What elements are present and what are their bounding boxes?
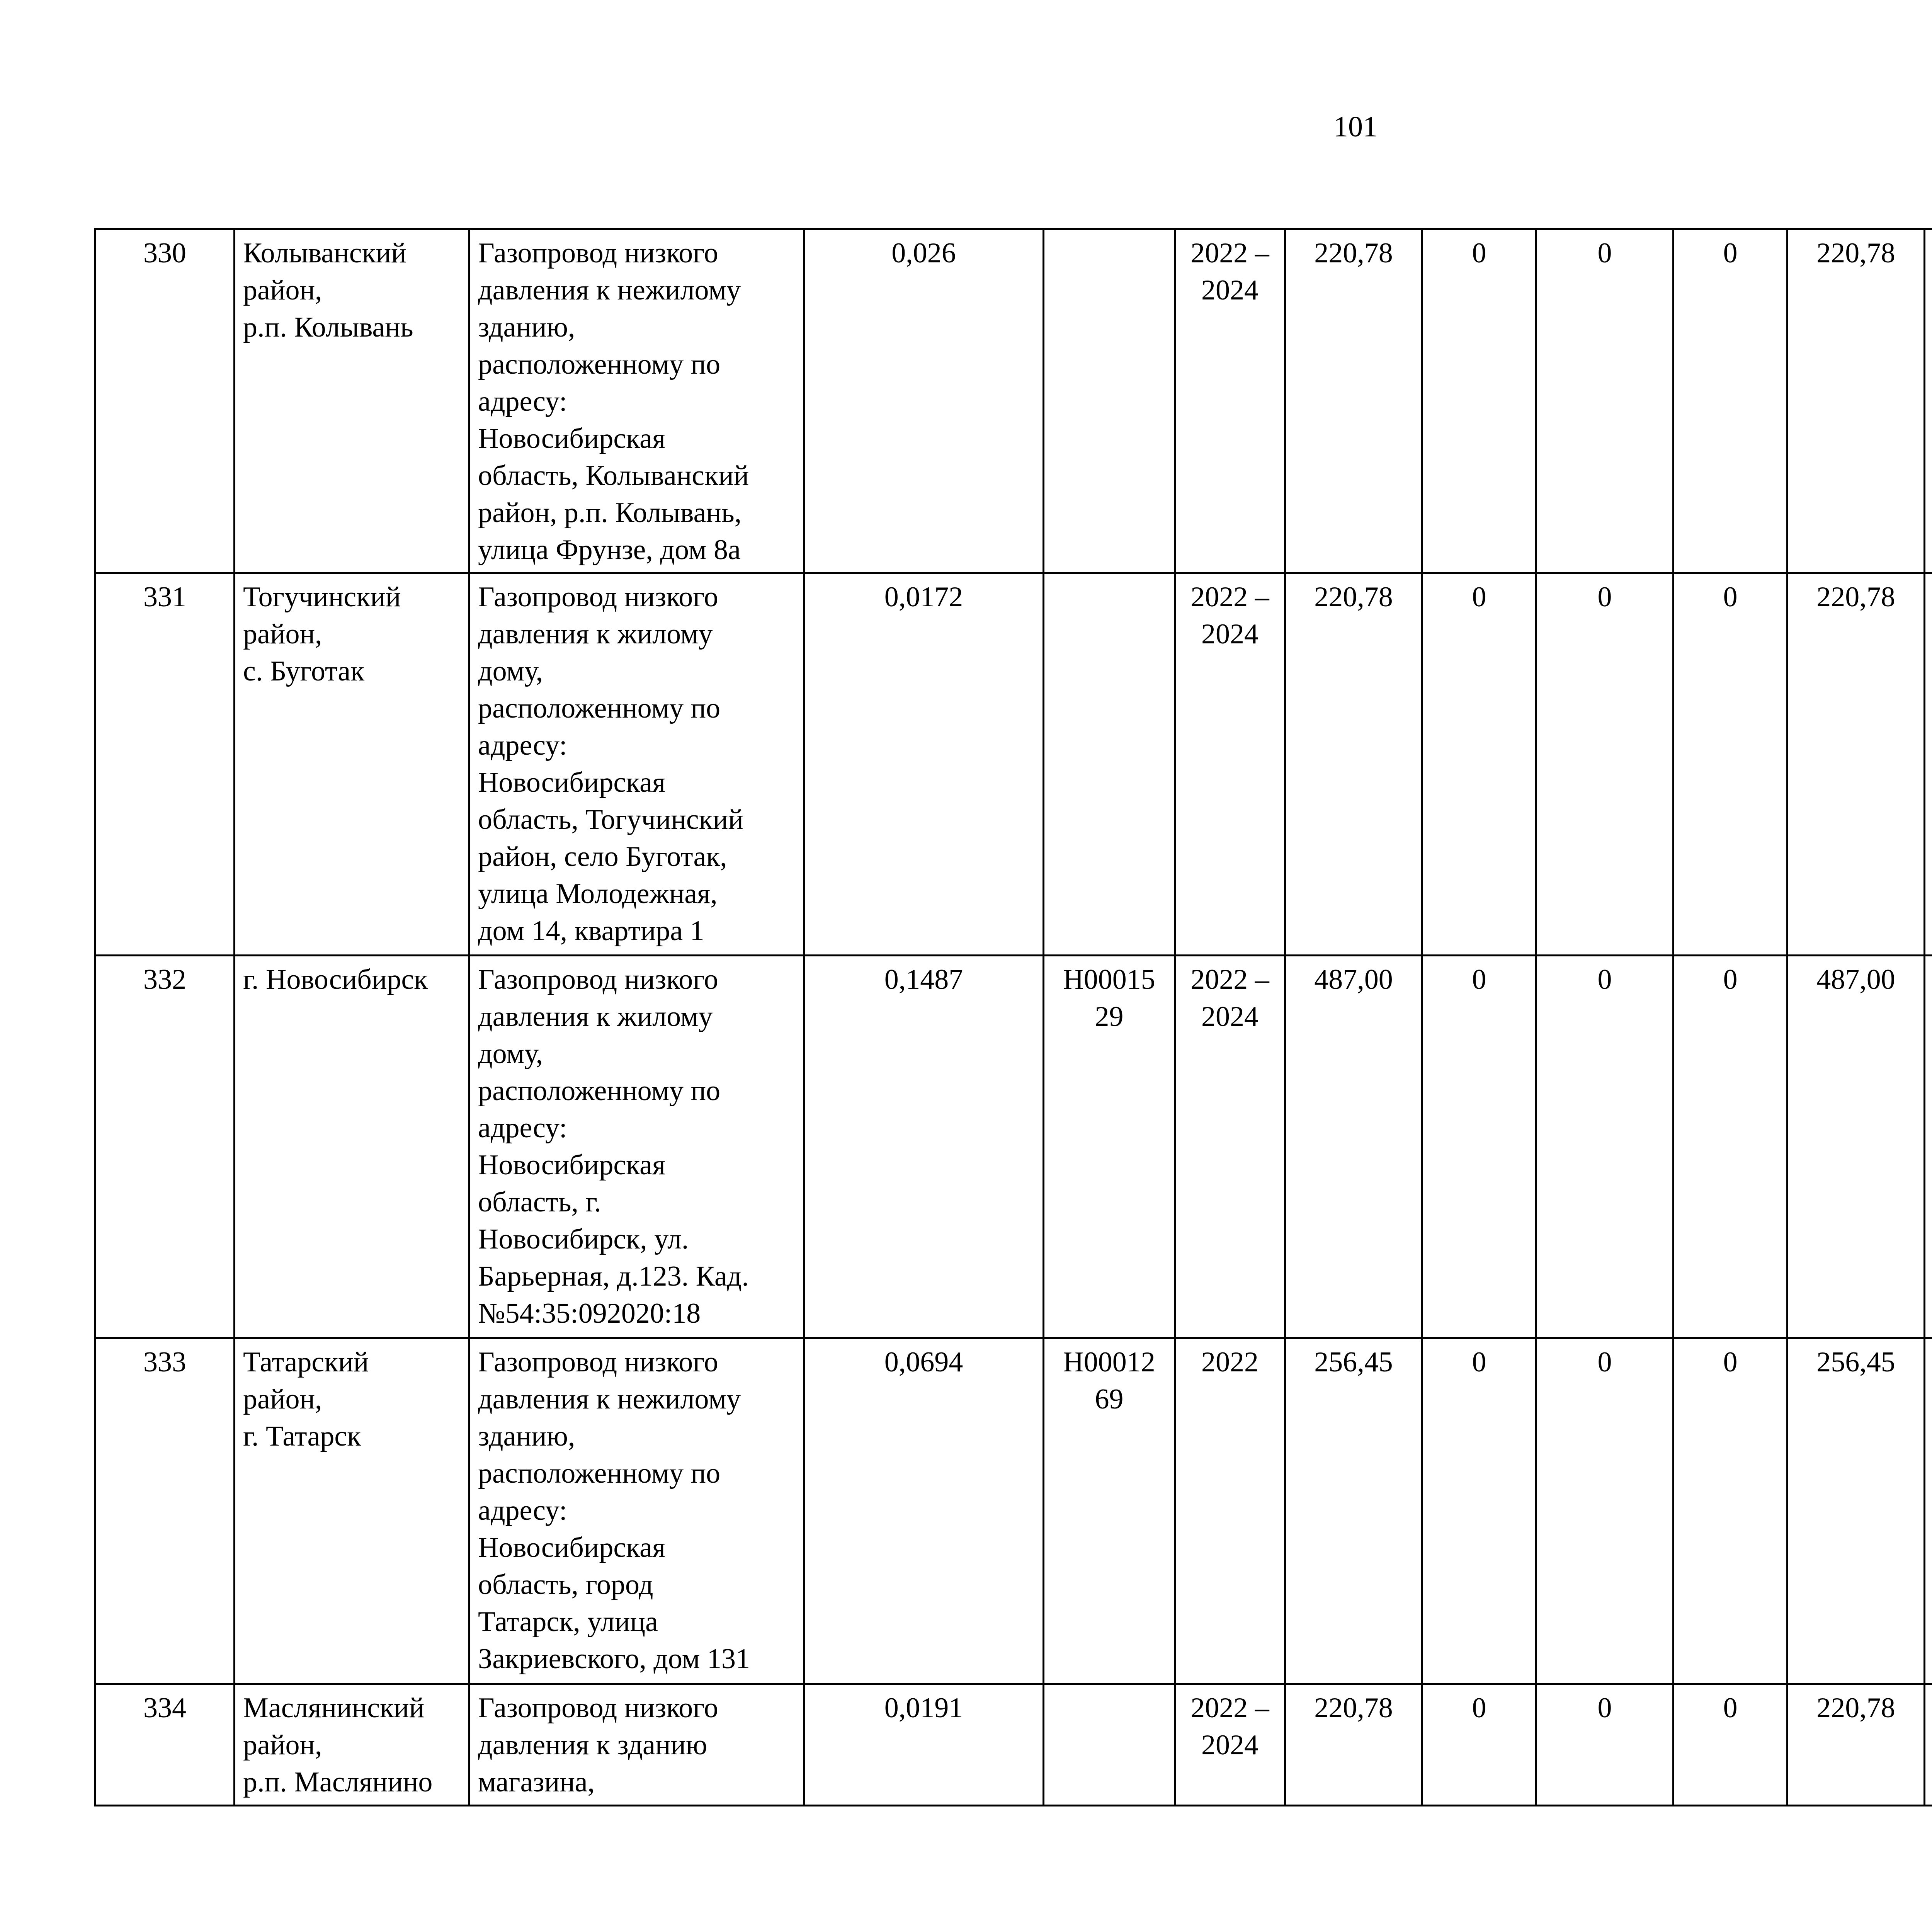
- cell-value-b: 0: [1536, 956, 1673, 1338]
- cell-amount: 220,78: [1787, 573, 1925, 956]
- cell-length: 0,0172: [804, 573, 1044, 956]
- cell-period: 2022 – 2024: [1175, 573, 1285, 956]
- cell-amount: 220,78: [1787, 1684, 1925, 1806]
- cell-period: 2022 – 2024: [1175, 229, 1285, 573]
- cell-description: Газопровод низкого давления к нежилому зданию, расположенному по адресу: Новосибирская область, город Татарск, улица Закриевского, дом 131: [469, 1338, 804, 1684]
- cell-area: Колыванский район, р.п. Колывань: [235, 229, 469, 573]
- table-row: [95, 956, 1932, 1338]
- cell-value-c: 0: [1673, 1338, 1787, 1684]
- table-row: [95, 573, 1932, 956]
- cell-value-b: 0: [1536, 1338, 1673, 1684]
- cell-description: Газопровод низкого давления к нежилому зданию, расположенному по адресу: Новосибирская область, Колыванский район, р.п. Колывань, улица Фрунзе, дом 8а: [469, 229, 804, 573]
- cell-code: Н00015 29: [1044, 956, 1175, 1338]
- registry-table: [94, 228, 1932, 1806]
- cell-length: 0,0191: [804, 1684, 1044, 1806]
- table-row: [95, 1338, 1932, 1684]
- cell-amount: 487,00: [1787, 956, 1925, 1338]
- cell-description: Газопровод низкого давления к жилому дому, расположенному по адресу: Новосибирская область, г. Новосибирск, ул. Барьерная, д.123. Кад. №54:35:092020:18: [469, 956, 804, 1338]
- table-row: [95, 1684, 1932, 1806]
- cell-code: [1044, 229, 1175, 573]
- cell-value-a: 0: [1422, 1684, 1536, 1806]
- cell-value-c: 0: [1673, 229, 1787, 573]
- cell-area: Маслянинский район, р.п. Маслянино: [235, 1684, 469, 1806]
- cell-value-c: 0: [1673, 956, 1787, 1338]
- cell-value-c: 0: [1673, 1684, 1787, 1806]
- cell-area: Тогучинский район, с. Буготак: [235, 573, 469, 956]
- cell-area: Татарский район, г. Татарск: [235, 1338, 469, 1684]
- cell-length: 0,1487: [804, 956, 1044, 1338]
- cell-value-b: 0: [1536, 1684, 1673, 1806]
- cell-value-a: 0: [1422, 229, 1536, 573]
- cell-value-a: 0: [1422, 956, 1536, 1338]
- cell-value-b: 0: [1536, 573, 1673, 956]
- cell-length: 0,0694: [804, 1338, 1044, 1684]
- cell-description: Газопровод низкого давления к зданию магазина,: [469, 1684, 804, 1806]
- page-number: 101: [1333, 111, 1378, 143]
- cell-period: 2022 – 2024: [1175, 1684, 1285, 1806]
- cell-organization: [1925, 229, 1932, 573]
- cell-amount: 256,45: [1787, 1338, 1925, 1684]
- cell-code: [1044, 1684, 1175, 1806]
- cell-row-number: 331: [95, 573, 235, 956]
- cell-amount: 220,78: [1787, 229, 1925, 573]
- cell-organization: [1925, 956, 1932, 1338]
- cell-total: 487,00: [1285, 956, 1422, 1338]
- cell-period: 2022 – 2024: [1175, 956, 1285, 1338]
- cell-length: 0,026: [804, 229, 1044, 573]
- cell-total: 220,78: [1285, 573, 1422, 956]
- table-body: [95, 229, 1932, 1806]
- cell-value-c: 0: [1673, 573, 1787, 956]
- cell-total: 256,45: [1285, 1338, 1422, 1684]
- cell-area: г. Новосибирск: [235, 956, 469, 1338]
- cell-total: 220,78: [1285, 229, 1422, 573]
- cell-row-number: 333: [95, 1338, 235, 1684]
- table-row: [95, 229, 1932, 573]
- cell-value-a: 0: [1422, 573, 1536, 956]
- cell-code: Н00012 69: [1044, 1338, 1175, 1684]
- cell-value-b: 0: [1536, 229, 1673, 573]
- cell-description: Газопровод низкого давления к жилому дому, расположенному по адресу: Новосибирская область, Тогучинский район, село Буготак, улица Молодежная, дом 14, квартира 1: [469, 573, 804, 956]
- cell-organization: [1925, 573, 1932, 956]
- cell-period: 2022: [1175, 1338, 1285, 1684]
- cell-row-number: 330: [95, 229, 235, 573]
- cell-total: 220,78: [1285, 1684, 1422, 1806]
- cell-organization: [1925, 1338, 1932, 1684]
- cell-value-a: 0: [1422, 1338, 1536, 1684]
- cell-row-number: 332: [95, 956, 235, 1338]
- cell-row-number: 334: [95, 1684, 235, 1806]
- cell-organization: [1925, 1684, 1932, 1806]
- cell-code: [1044, 573, 1175, 956]
